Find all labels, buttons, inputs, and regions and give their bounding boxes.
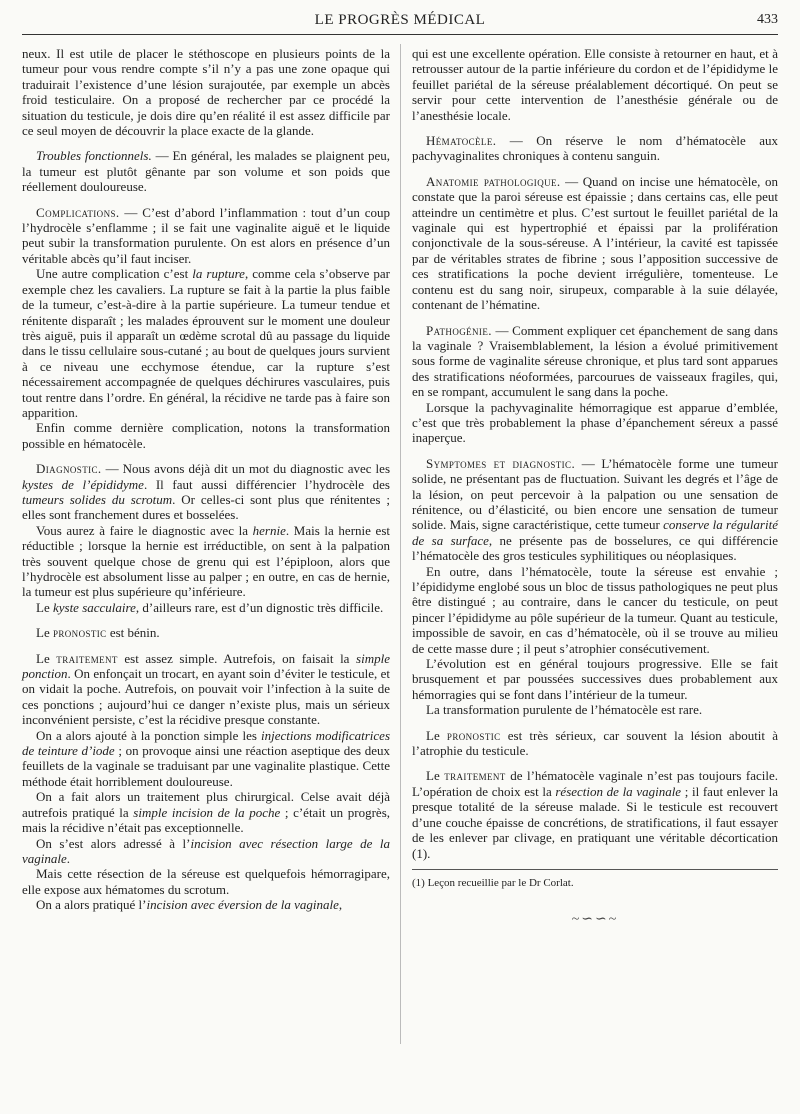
paragraph: On a fait alors un traitement plus chirurgical. Celse avait déjà autrefois pratiqué la simple incision de la poche ; c’était un progrès, mais la récidive n’était pas exceptionnelle.	[22, 789, 390, 836]
paragraph: Lorsque la pachyvaginalite hémorragique est apparue d’emblée, c’est que très probablement la phase d’épanchement séreux a passé inaperçue.	[412, 399, 778, 446]
paragraph: On a alors pratiqué l’incision avec éversion de la vaginale,	[36, 897, 343, 913]
section-heading: Anatomie pathologique.	[426, 173, 561, 189]
paragraph-complications: Complications. — C’est d’abord l’inflammation : tout d’un coup l’hydrocèle s’enflamme ; il se fait une vaginalite aiguë et le liquide peut subir la transformation purulente. On est alors en présence d’un véritable abcès qu’il faut inciser.	[22, 204, 390, 266]
end-ornament: ~∽∽~	[571, 911, 619, 927]
page-header	[22, 12, 778, 35]
section-heading: Hématocèle.	[426, 133, 497, 149]
paragraph-pathogenie: Pathogénie. — Comment expliquer cet épanchement de sang dans la vaginale ? Vraisemblablement, la lésion a évolué primitivement sous forme de vaginalite séreuse chronique, et plus tard sont apparues des stratifications néoformées, parcourues de vaisseaux fragiles, qui, en se rompant, accumulent le sang dans la poche.	[412, 322, 778, 400]
paragraph-pronostic: Le pronostic est très sérieux, car souvent la lésion aboutit à l’atrophie du testicule.	[412, 727, 778, 759]
paragraph: Une autre complication c’est la rupture, comme cela s’observe par exemple chez les cavaliers. La rupture se fait à la partie la plus faible de la tumeur, c’est-à-dire à la partie supérieure. La tumeur tendue et rénitente disparaît ; les malades éprouvent sur le moment une douleur très aiguë, puis il apparaît un œdème scrotal dû au passage du liquide dans le tissu cellulaire sous-cutané ; au bout de quelques jours survient à ce niveau une ecchymose étendue, car la rupture s’est nécessairement accompagnée de quelques déchirures vasculaires, puis tout rentre dans l’ordre. En général, la récidive ne tarde pas à faire son apparition.	[22, 266, 390, 420]
paragraph-pronostic: Le pronostic est bénin.	[36, 625, 160, 641]
paragraph-anatomie: Anatomie pathologique. — Quand on incise une hématocèle, on constate que la paroi séreuse est épaissie ; dans certains cas, elle peut atteindre un centimètre et plus. C’est surtout le feuillet pariétal de la vaginale qui est hypertrophié et épaissi par la prolifération conjonctivale de la sous-séreuse. A l’intérieur, la cavité est tapissée par de véritables strates de fibrine ; sous l’apposition successive de ces stratifications la poche devient irrégulière, tomenteuse. Le contenu est du sang noir, sirupeux, comparable à la suie délayée, contenant de l’hématine.	[412, 173, 778, 313]
section-heading: Complications.	[36, 204, 120, 220]
paragraph-hematocele: Hématocèle. — On réserve le nom d’hématocèle aux pachyvaginalites chroniques à contenu sanguin.	[412, 133, 778, 164]
paragraph: neux. Il est utile de placer le stéthoscope en plusieurs points de la tumeur pour vous rendre compte s’il n’y a pas une zone opaque qui traduirait l’existence d’une lésion surajoutée, par exemple un abcès froid testiculaire. On a proposé de rechercher par ce procédé la situation du testicule, je dois dire qu’en réalité il est assez difficile par ce seul moyen de découvrir la place exacte de la glande.	[22, 46, 390, 139]
paragraph: On s’est alors adressé à l’incision avec résection large de la vaginale.	[22, 835, 390, 866]
paragraph-symptomes: Symptomes et diagnostic. — L’hématocèle forme une tumeur solide, ne présentant pas de fluctuation. Suivant les degrés et l’âge de la lésion, on peut percevoir à la palpation ou une sensation de rénitence, ou d’élasticité, ou bien encore une sensation de tumeur solide. Mais, signe caractéristique, cette tumeur conserve la régularité de sa surface, ne présente pas de bosselures, ce qui différencie l’hématocèle des gros testicules syphilitiques ou néoplasiques.	[412, 455, 778, 564]
paragraph: Enfin comme dernière complication, notons la transformation possible en hématocèle.	[22, 420, 390, 451]
paragraph-troubles: Troubles fonctionnels. — En général, les malades se plaignent peu, la tumeur est plutôt gênante par son volume et son poids que réellement douloureuse.	[22, 148, 391, 195]
right-column	[412, 46, 778, 927]
section-heading: Symptomes et diagnostic.	[426, 455, 576, 471]
paragraph: Vous aurez à faire le diagnostic avec la hernie. Mais la hernie est réductible ; lorsque la hernie est irréductible, on sent à la palpation très souvent quelque chose de grenu qui est l’épiploon, alors que l’hydrocèle est absolument lisse au palper ; en outre, en cas de hernie, la tumeur est plus supérieure qu’inférieure.	[22, 522, 391, 600]
section-heading: Troubles fonctionnels.	[36, 148, 152, 164]
paragraph-traitement: Le traitement de l’hématocèle vaginale n’est pas toujours facile. L’opération de choix est la résection de la vaginale ; il faut enlever la presque totalité de la séreuse malade. Si le testicule est recouvert d’une couche épaisse de concrétions, de stratifications, il faut essayer de les enlever par clivage, en pratiquant une véritable décortication (1).	[412, 768, 778, 861]
footnote-rule	[412, 869, 778, 870]
paragraph: qui est une excellente opération. Elle consiste à retourner en haut, et à retrousser autour de la partie inférieure du cordon et de l’épididyme le feuillet pariétal de la séreuse préalablement décortiqué. On peut se servir pour cette intervention de l’anesthésie générale ou de l’anesthésie locale.	[412, 46, 778, 123]
section-heading: Diagnostic.	[36, 461, 102, 477]
paragraph: L’évolution est en général toujours progressive. Elle se fait brusquement et par poussées successives dues probablement aux hémorragies qui se font dans l’intérieur de la tumeur.	[412, 656, 778, 702]
left-column	[22, 46, 390, 913]
paragraph-traitement: Le traitement est assez simple. Autrefois, on faisait la simple ponction. On enfonçait un trocart, en ayant soin d’éviter le testicule, et on vidait la poche. Autrefois, on pouvait voir l’infection à la suite de ces ponctions ; aujourd’hui ce danger n’existe plus, mais un sérieux inconvénient persiste, c’est la récidive presque constante.	[22, 650, 390, 728]
paragraph: Le kyste sacculaire, d’ailleurs rare, est d’un dignostic très difficile.	[36, 599, 384, 615]
section-heading: Pathogénie.	[426, 322, 492, 338]
column-divider	[400, 44, 401, 1044]
paragraph: On a alors ajouté à la ponction simple les injections modificatrices de teinture d’iode ; on provoque ainsi une réaction aseptique des deux feuillets de la vaginale se traduisant par une vaginalite plastique. Cette méthode était horriblement douloureuse.	[22, 727, 390, 789]
paragraph-diagnostic: Diagnostic. — Nous avons déjà dit un mot du diagnostic avec les kystes de l’épididyme. Il faut aussi différencier l’hydrocèle des tumeurs solides du scrotum. Or celles-ci sont plus que rénitentes ; elles sont franchement dures et bosselées.	[22, 461, 390, 523]
journal-title: LE PROGRÈS MÉDICAL	[314, 12, 486, 28]
footnote: (1) Leçon recueillie par le Dr Corlat.	[412, 876, 574, 889]
paragraph: En outre, dans l’hématocèle, toute la séreuse est envahie ; l’épididyme englobé sous un bloc de tissus pathologiques ne peut plus être distingué ; au contraire, dans le cancer du testicule, on peut pincer l’épididyme au pôle supérieur de la tumeur. Quant au testicule, impossible de savoir, en cas d’hématocèle, où il se trouve au milieu de cette masse dure ; il peut s’atrophier consécutivement.	[412, 563, 778, 656]
paragraph: La transformation purulente de l’hématocèle est rare.	[426, 702, 703, 718]
paragraph: Mais cette résection de la séreuse est quelquefois hémorragipare, elle expose aux hématomes du scrotum.	[22, 866, 390, 897]
page-number: 433	[757, 12, 778, 27]
